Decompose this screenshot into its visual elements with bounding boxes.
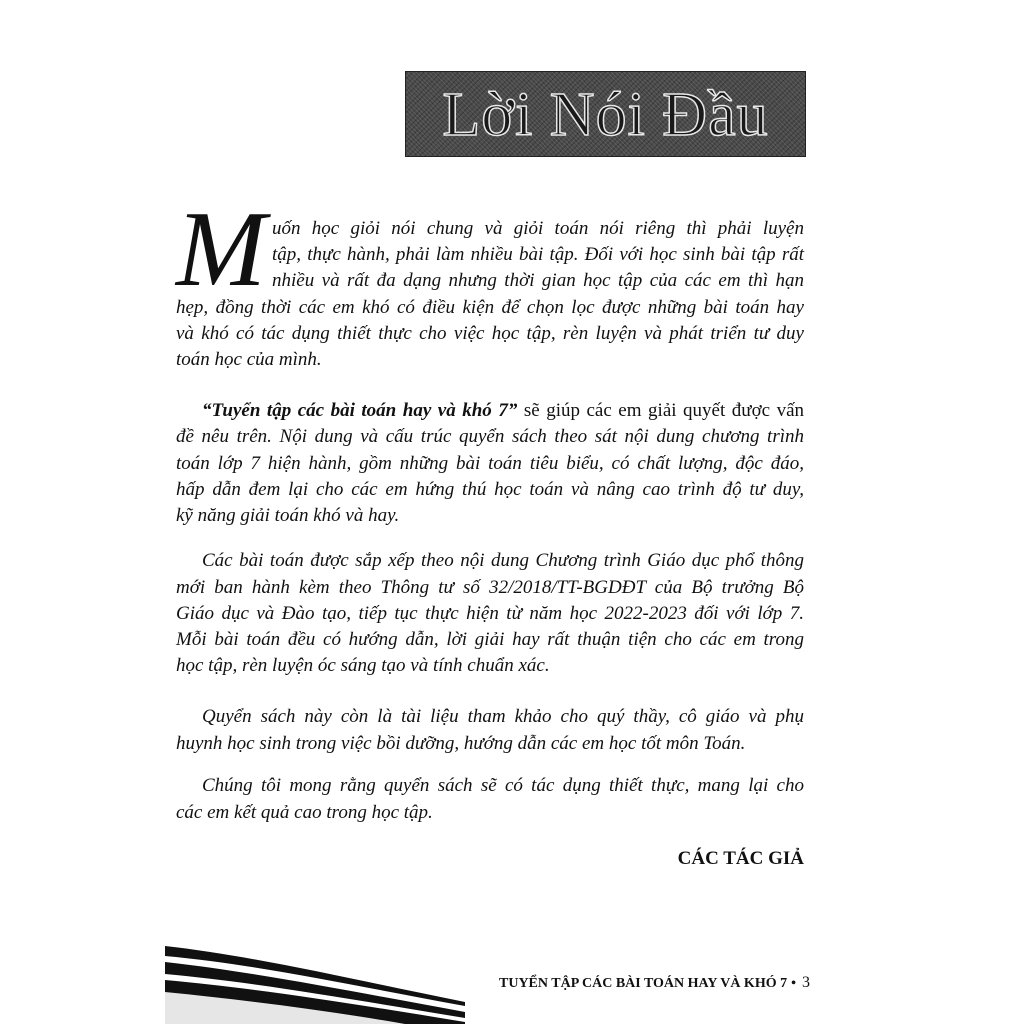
drop-cap-letter: M [176, 190, 266, 309]
text-line: uốn học giỏi nói chung và giỏi toán nói riêng thì phải luyện [272, 218, 804, 239]
decorative-wave-stripes [165, 944, 465, 1024]
text-line: kỹ năng giải toán khó và hay. [176, 505, 400, 526]
footer-bullet: • [791, 976, 796, 991]
text-line: học tập, rèn luyện óc sáng tạo và tính chuẩn xác. [176, 655, 550, 676]
text-line: mới ban hành kèm theo Thông tư số 32/2018/TT-BGDĐT của Bộ trưởng Bộ [176, 577, 804, 598]
text-line: Quyển sách này còn là tài liệu tham khảo cho quý thầy, cô giáo và phụ [202, 706, 804, 727]
text-line: Chúng tôi mong rằng quyển sách sẽ có tác dụng thiết thực, mang lại cho [202, 775, 804, 796]
text-line: và khó có tác dụng thiết thực cho việc học tập, rèn luyện và phát triển tư duy [176, 323, 804, 344]
book-title-quote: “Tuyển tập các bài toán hay và khó 7” [202, 400, 518, 421]
text-line: Giáo dục và Đào tạo, tiếp tục thực hiện từ năm học 2022-2023 đối với lớp 7. [176, 603, 804, 624]
text-line: Các bài toán được sắp xếp theo nội dung Chương trình Giáo dục phổ thông [202, 550, 804, 571]
text-line: nhiều và rất đa dạng nhưng thời gian học tập của các em thì hạn [272, 270, 804, 291]
text-line: toán lớp 7 hiện hành, gồm những bài toán tiêu biểu, có chất lượng, độc đáo, [176, 453, 804, 474]
page-title: Lời Nói Đầu [442, 81, 769, 149]
text-line: huynh học sinh trong việc bồi dưỡng, hướng dẫn các em học tốt môn Toán. [176, 733, 746, 754]
text-line [202, 398, 804, 424]
authors-signature: CÁC TÁC GIẢ [677, 848, 804, 869]
page-footer [470, 972, 810, 995]
footer-book-name: TUYỂN TẬP CÁC BÀI TOÁN HAY VÀ KHÓ 7 [499, 976, 788, 991]
text-line: các em kết quả cao trong học tập. [176, 802, 433, 823]
text-span: sẽ giúp các em giải quyết được vấn [517, 400, 805, 421]
text-line: tập, thực hành, phải làm nhiều bài tập. Đối với học sinh bài tập rất [272, 244, 804, 265]
text-line: toán học của mình. [176, 349, 322, 370]
page-number: 3 [802, 974, 810, 991]
text-line: Mỗi bài toán đều có hướng dẫn, lời giải hay rất thuận tiện cho các em trong [176, 629, 804, 650]
text-line: hẹp, đồng thời các em khó có điều kiện để chọn lọc được những bài toán hay [176, 297, 804, 318]
text-line: đề nêu trên. Nội dung và cấu trúc quyển sách theo sát nội dung chương trình [176, 426, 804, 447]
text-line: hấp dẫn đem lại cho các em hứng thú học toán và nâng cao trình độ tư duy, [176, 479, 804, 500]
title-banner [405, 71, 806, 157]
